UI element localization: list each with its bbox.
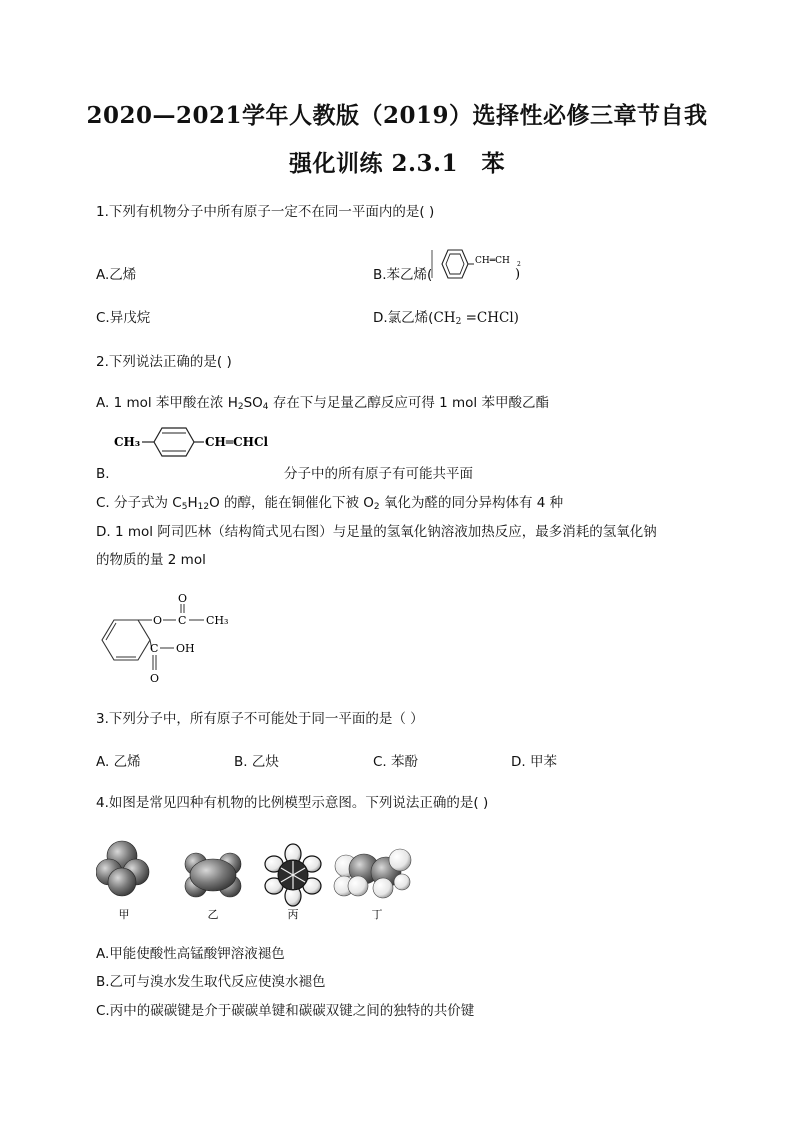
q1-option-d-label: D.氯乙烯( bbox=[373, 310, 434, 326]
model-benzene bbox=[265, 844, 321, 906]
q2-b-struct-left: CH₃ bbox=[114, 435, 141, 449]
q2-option-b-label: B. bbox=[96, 466, 110, 482]
q2-option-c-sub1: 5 bbox=[181, 502, 188, 512]
q2-option-c bbox=[96, 494, 563, 516]
styrene-structure bbox=[430, 244, 525, 288]
q1-option-d-rest: =CHCl) bbox=[461, 310, 519, 326]
q2-stem: 2.下列说法正确的是( ) bbox=[96, 354, 232, 370]
q2-option-a-sub2: 4 bbox=[262, 402, 269, 412]
q4-option-b: B.乙可与溴水发生取代反应使溴水褪色 bbox=[96, 974, 326, 990]
q1-option-a: A.乙烯 bbox=[96, 267, 137, 283]
model-label-yi: 乙 bbox=[207, 908, 219, 921]
q2-option-d-line1: D. 1 mol 阿司匹林（结构简式见右图）与足量的氢氧化钠溶液加热反应，最多消耗的氢氧化钠 bbox=[96, 524, 657, 540]
q2-option-b-text: 分子中的所有原子有可能共平面 bbox=[284, 466, 473, 482]
q2-option-c-sub2: 12 bbox=[197, 502, 210, 512]
q1-option-d bbox=[373, 309, 519, 331]
q2-option-c-part4: 氧化为醛的同分异构体有 4 种 bbox=[379, 495, 564, 511]
q2-option-c-part1: C. 分子式为 C bbox=[96, 495, 182, 511]
q3-option-a: A. 乙烯 bbox=[96, 754, 141, 770]
q3-option-d: D. 甲苯 bbox=[511, 754, 557, 770]
q1-option-b bbox=[373, 266, 432, 284]
q2-b-structure bbox=[112, 424, 282, 460]
q1-stem: 1.下列有机物分子中所有原子一定不在同一平面内的是( ) bbox=[96, 204, 435, 220]
document-title-line1: 2020—2021学年人教版（2019）选择性必修三章节自我 bbox=[86, 102, 708, 129]
q2-option-a-part2: SO bbox=[243, 395, 263, 411]
model-label-bing: 丙 bbox=[287, 908, 299, 921]
q2-option-c-sub3: 2 bbox=[373, 502, 380, 512]
document-title-line2: 强化训练 2.3.1 苯 bbox=[288, 150, 506, 177]
aspirin-acid-oh: OH bbox=[176, 642, 195, 655]
q1-option-c: C.异戊烷 bbox=[96, 310, 151, 326]
model-label-jia: 甲 bbox=[118, 908, 130, 921]
q2-option-a-part3: 存在下与足量乙醇反应可得 1 mol 苯甲酸乙酯 bbox=[268, 395, 549, 411]
aspirin-methyl: CH₃ bbox=[206, 614, 229, 627]
q1-option-b-close: ) bbox=[515, 267, 521, 282]
aspirin-structure bbox=[96, 592, 236, 688]
q2-option-a bbox=[96, 394, 549, 416]
q1-option-d-sub: 2 bbox=[455, 317, 462, 327]
model-ethanol bbox=[334, 849, 411, 898]
aspirin-acid-o: O bbox=[150, 672, 160, 685]
q4-option-c: C.丙中的碳碳键是介于碳碳单键和碳碳双键之间的独特的共价键 bbox=[96, 1003, 475, 1019]
styrene-vinyl-sub: 2 bbox=[517, 261, 521, 268]
q1-option-b-label: B.苯乙烯( bbox=[373, 267, 433, 283]
model-methane bbox=[96, 841, 149, 896]
q2-option-a-sub1: 2 bbox=[237, 402, 244, 412]
q4-stem: 4.如图是常见四种有机物的比例模型示意图。下列说法正确的是( ) bbox=[96, 795, 489, 811]
q1-option-d-formula: CH bbox=[433, 310, 456, 326]
q3-stem: 3.下列分子中，所有原子不可能处于同一平面的是（ ） bbox=[96, 711, 424, 727]
q2-b-struct-right: CH═CHCl bbox=[205, 435, 269, 449]
q2-option-c-part2: H bbox=[187, 495, 198, 511]
q3-option-c: C. 苯酚 bbox=[373, 754, 419, 770]
q2-option-a-part1: A. 1 mol 苯甲酸在浓 H bbox=[96, 395, 238, 411]
styrene-vinyl-text: CH═CH bbox=[475, 256, 510, 266]
aspirin-ester-o: O bbox=[153, 614, 163, 627]
aspirin-carbonyl-o: O bbox=[178, 592, 188, 605]
aspirin-acid-c: C bbox=[150, 642, 159, 655]
model-ethylene bbox=[185, 853, 241, 897]
q4-option-a: A.甲能使酸性高锰酸钾溶液褪色 bbox=[96, 946, 285, 962]
model-label-ding: 丁 bbox=[371, 908, 383, 921]
q3-option-b: B. 乙炔 bbox=[234, 754, 279, 770]
q2-option-d-line2: 的物质的量 2 mol bbox=[96, 552, 206, 568]
molecular-models bbox=[96, 834, 416, 924]
aspirin-ester-c: C bbox=[178, 614, 187, 627]
q2-option-c-part3: O 的醇，能在铜催化下被 O bbox=[209, 495, 374, 511]
